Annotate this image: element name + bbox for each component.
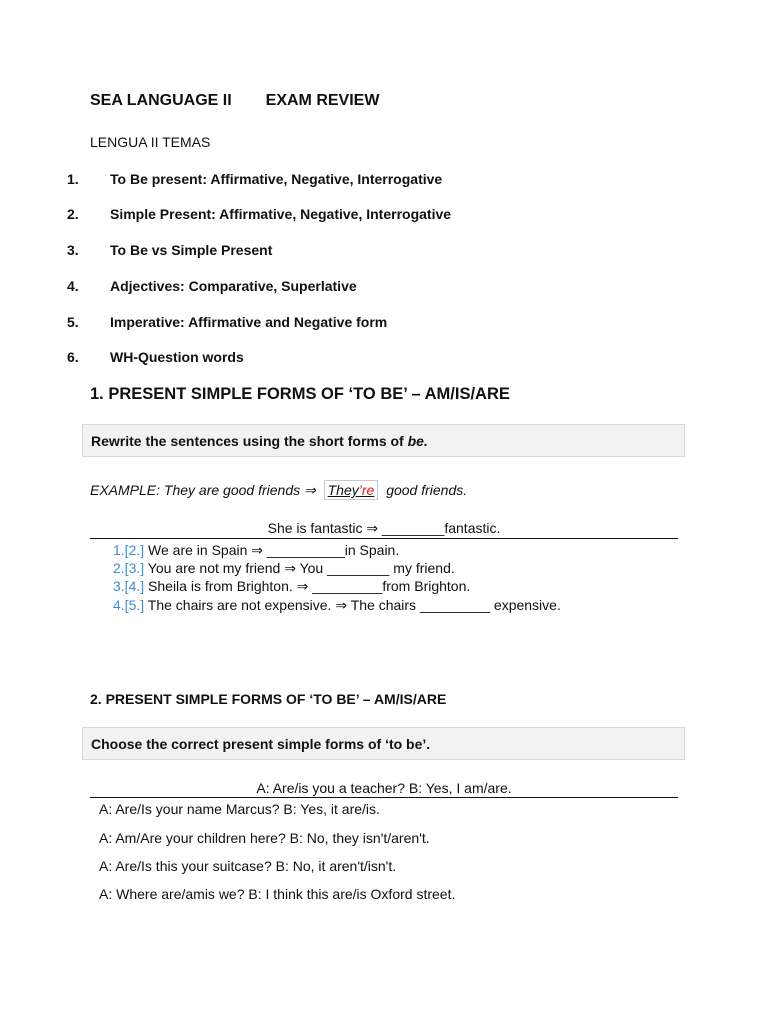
- section-1-heading: 1. PRESENT SIMPLE FORMS OF ‘TO BE’ – AM/IS/ARE: [90, 385, 510, 403]
- topic-item: [67, 206, 451, 222]
- title-exam: EXAM REVIEW: [265, 92, 380, 109]
- topic-text: Simple Present: Affirmative, Negative, Interrogative: [110, 206, 452, 222]
- topic-text: Adjectives: Comparative, Superlative: [110, 278, 357, 294]
- example-answer-box: [324, 480, 379, 500]
- exercise-ref: 2.[3.]: [113, 560, 145, 576]
- section-2-instruction: Choose the correct present simple forms of ‘to be’.: [82, 727, 685, 760]
- exercise-ref: 1.[2.]: [113, 542, 145, 558]
- page-title: [90, 92, 379, 110]
- topic-number: 4.: [67, 278, 79, 294]
- section-2-heading: 2. PRESENT SIMPLE FORMS OF ‘TO BE’ – AM/IS/ARE: [90, 691, 447, 707]
- exercise-text: You are not my friend ⇒ You ________ my friend.: [144, 560, 455, 576]
- topic-text: To Be vs Simple Present: [110, 242, 273, 258]
- topic-number: 2.: [67, 206, 79, 222]
- topic-text: Imperative: Affirmative and Negative form: [110, 314, 388, 330]
- example-answer-word: They: [327, 482, 359, 498]
- exercise-text: Sheila is from Brighton. ⇒ _________from Brighton.: [144, 578, 471, 594]
- exercise-text: The chairs are not expensive. ⇒ The chairs _________ expensive.: [144, 597, 561, 613]
- topic-item: [67, 242, 272, 258]
- exercise-item: A: Are/Is this your suitcase? B: No, it aren't/isn't.: [99, 858, 397, 874]
- instruction-text: Rewrite the sentences using the short forms of: [91, 433, 408, 449]
- exercise-item: [113, 542, 399, 559]
- topic-text: WH-Question words: [110, 349, 244, 365]
- topic-item: [67, 314, 387, 330]
- exercise-item: [113, 560, 455, 577]
- exercise-item: A: Am/Are your children here? B: No, they isn't/aren't.: [99, 830, 430, 846]
- topic-number: 1.: [67, 171, 79, 187]
- exercise-ref: 4.[5.]: [113, 597, 145, 613]
- exercise-item: [113, 597, 561, 614]
- exercise-ref: 3.[4.]: [113, 578, 145, 594]
- section-1-instruction: [82, 424, 685, 457]
- example-prompt: EXAMPLE: They are good friends ⇒: [90, 482, 316, 498]
- topic-item: [67, 349, 244, 365]
- section-1-model-sentence: She is fantastic ⇒ ________fantastic.: [90, 520, 678, 539]
- topic-number: 3.: [67, 242, 79, 258]
- topic-item: [67, 278, 357, 294]
- section-2-model-sentence: A: Are/is you a teacher? B: Yes, I am/are.: [90, 780, 678, 798]
- instruction-emphasis: be.: [407, 433, 428, 449]
- exercise-item: A: Are/Is your name Marcus? B: Yes, it are/is.: [99, 801, 380, 817]
- topic-item: [67, 171, 442, 187]
- example-sentence: [90, 480, 467, 500]
- subtitle: LENGUA II TEMAS: [90, 134, 211, 150]
- topic-number: 6.: [67, 349, 79, 365]
- exercise-item: [113, 578, 470, 595]
- title-course: SEA LANGUAGE II: [90, 92, 232, 109]
- exercise-item: A: Where are/amis we? B: I think this are/is Oxford street.: [99, 886, 456, 902]
- example-suffix: good friends.: [386, 482, 468, 498]
- example-answer-contraction: ’re: [358, 482, 375, 498]
- exercise-text: We are in Spain ⇒ __________in Spain.: [144, 542, 400, 558]
- topic-text: To Be present: Affirmative, Negative, Interrogative: [110, 171, 443, 187]
- topic-number: 5.: [67, 314, 79, 330]
